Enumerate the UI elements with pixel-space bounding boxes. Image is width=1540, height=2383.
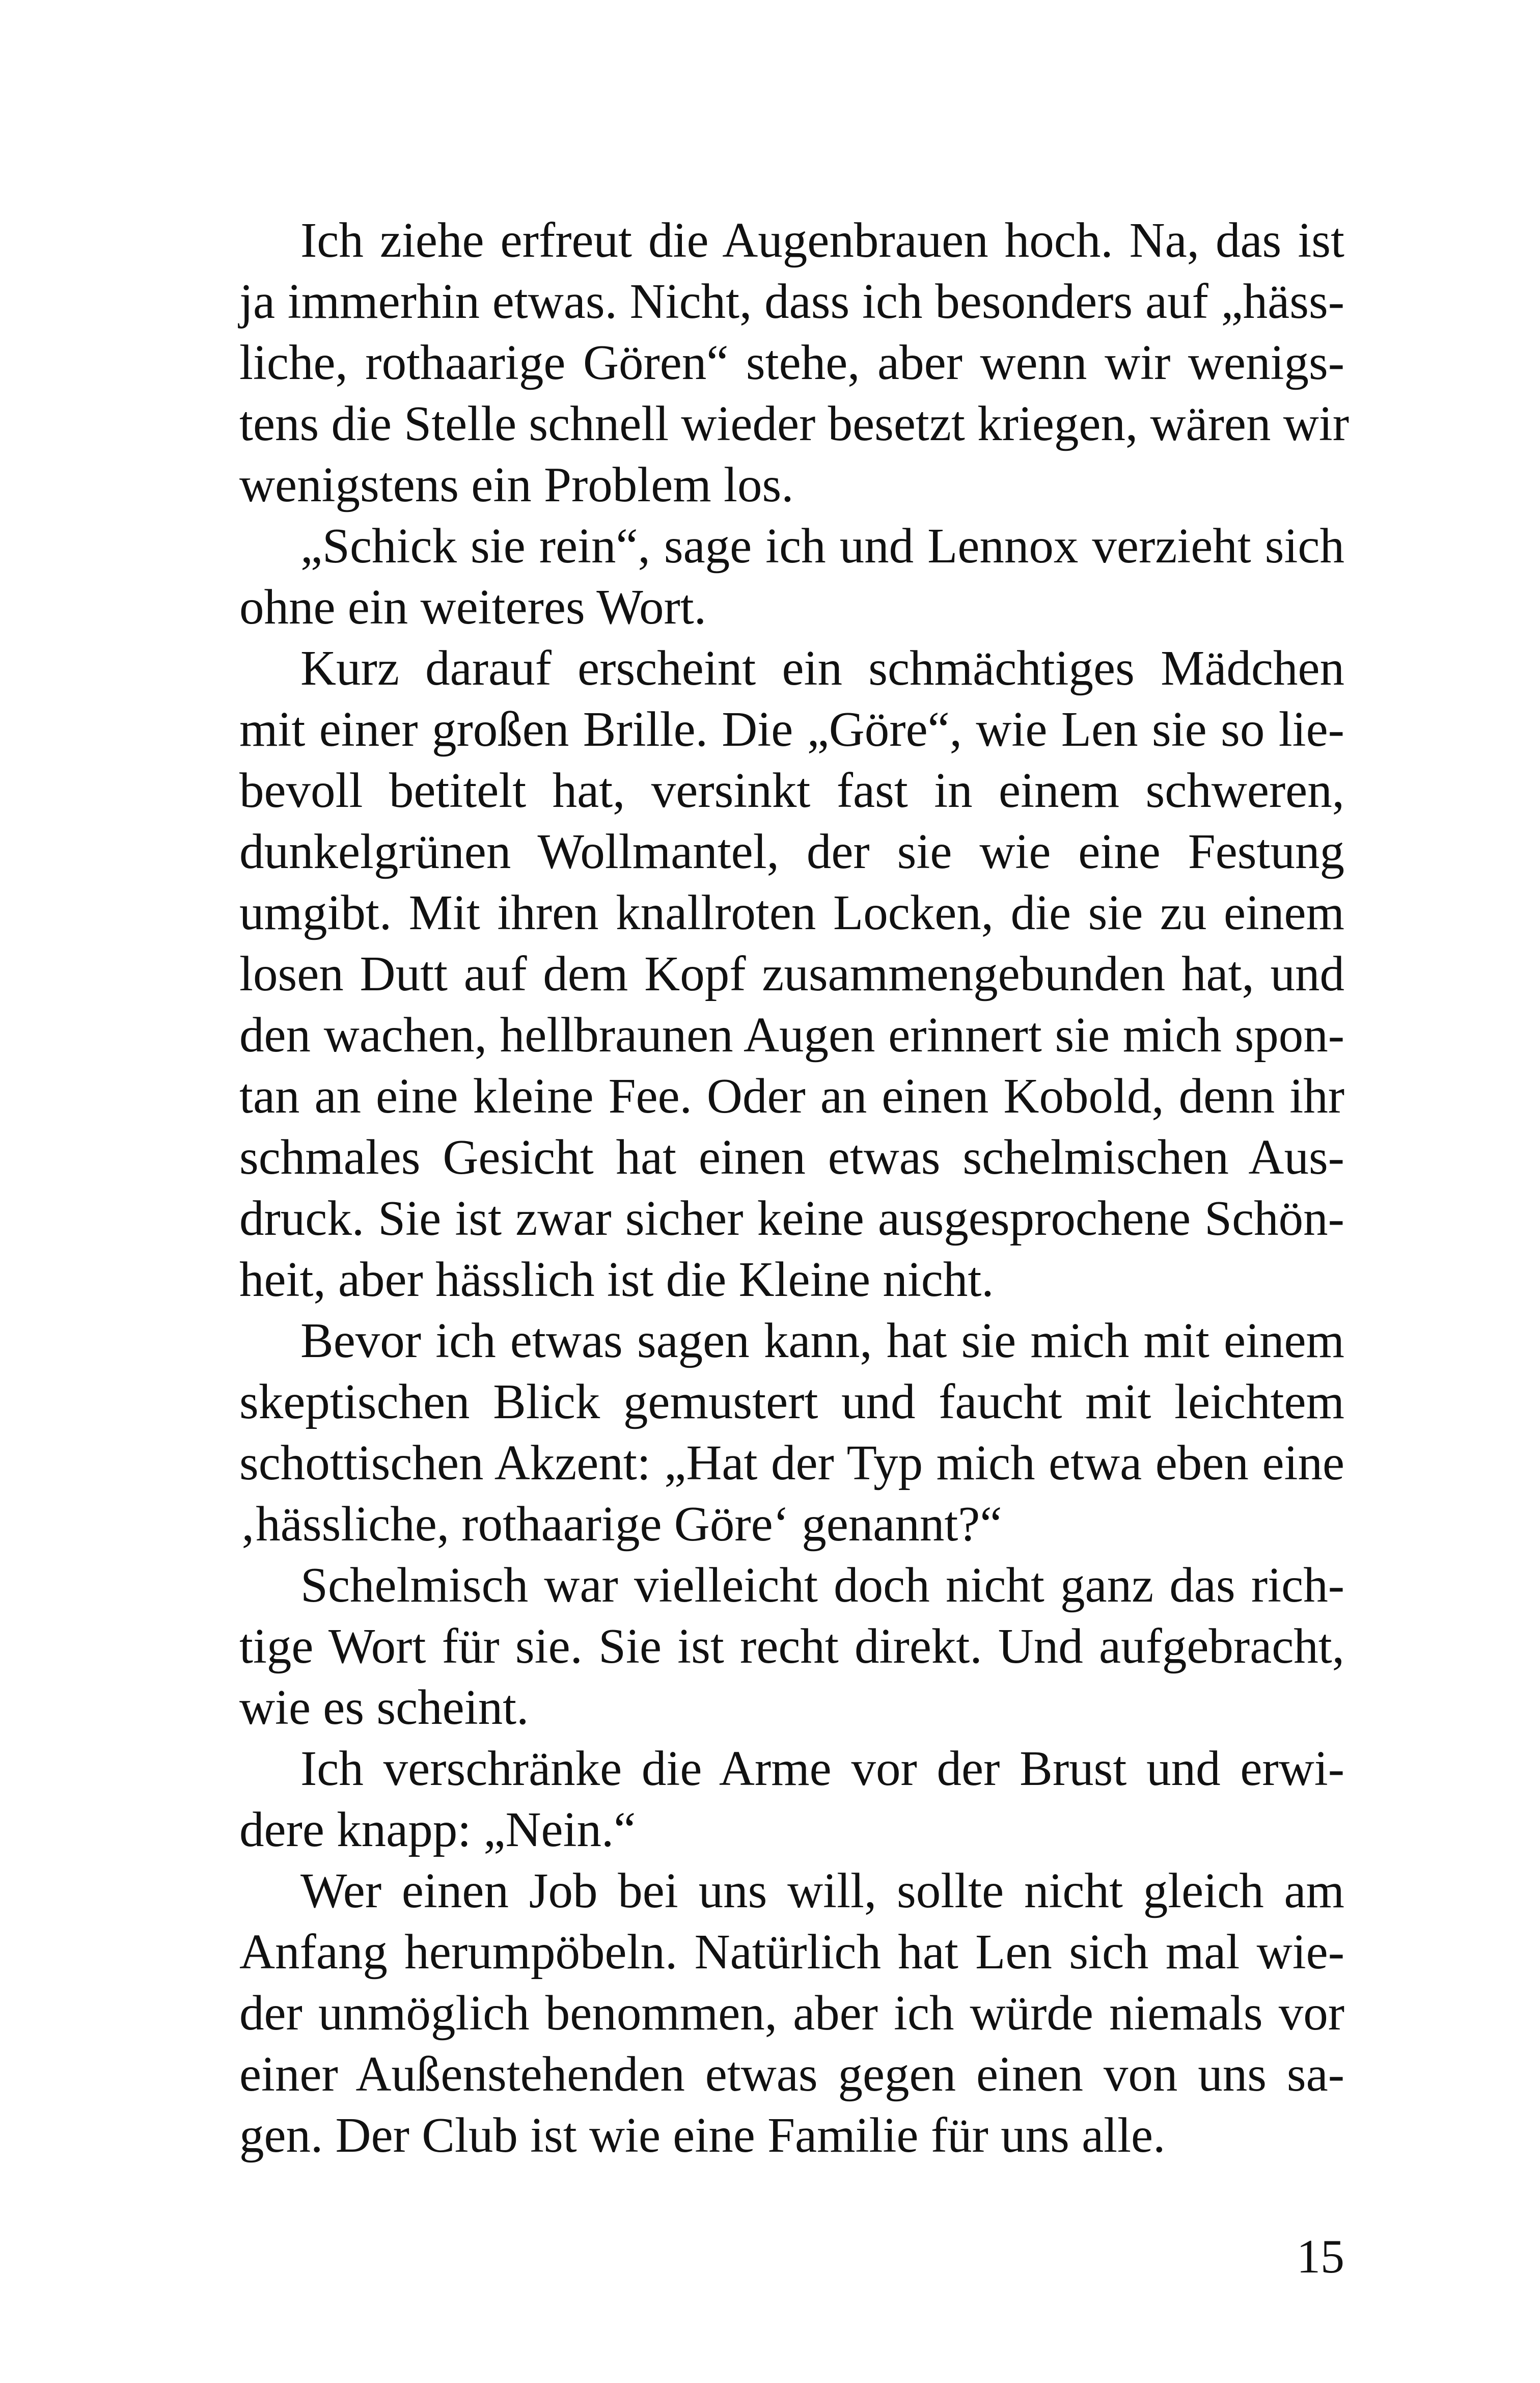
body-text (239, 210, 1349, 2166)
paragraph-3-line-11: heit, aber hässlich ist die Kleine nicht. (239, 1252, 994, 1307)
paragraph-6-line-1: Ich verschränke die Arme vor der Brust und erwi- (300, 1741, 1344, 1796)
paragraph-1-line-3: liche, rothaarige Gören“ stehe, aber wenn wir wenigs- (239, 335, 1344, 390)
paragraph-7-line-5: gen. Der Club ist wie eine Familie für uns alle. (239, 2108, 1166, 2162)
paragraph-3-line-5: umgibt. Mit ihren knallroten Locken, die sie zu einem (239, 885, 1344, 940)
paragraph-3-line-10: druck. Sie ist zwar sicher keine ausgesprochene Schön- (239, 1191, 1344, 1245)
paragraph-3-line-8: tan an eine kleine Fee. Oder an einen Kobold, denn ihr (239, 1069, 1344, 1123)
paragraph-5-line-2: tige Wort für sie. Sie ist recht direkt. Und aufgebracht, (239, 1619, 1344, 1673)
paragraph-7-line-2: Anfang herumpöbeln. Natürlich hat Len sich mal wie- (239, 1925, 1344, 1979)
paragraph-2-line-2: ohne ein weiteres Wort. (239, 580, 707, 634)
paragraph-4-line-2: skeptischen Blick gemustert und faucht mit leichtem (239, 1374, 1344, 1429)
paragraph-6-line-2: dere knapp: „Nein.“ (239, 1802, 636, 1857)
paragraph-2-line-1: „Schick sie rein“, sage ich und Lennox verzieht sich (300, 519, 1344, 573)
paragraph-4-line-1: Bevor ich etwas sagen kann, hat sie mich mit einem (300, 1313, 1344, 1368)
paragraph-3-line-7: den wachen, hellbraunen Augen erinnert sie mich spon- (239, 1008, 1344, 1062)
paragraph-3-line-6: losen Dutt auf dem Kopf zusammengebunden hat, und (239, 946, 1344, 1001)
paragraph-4-line-3: schottischen Akzent: „Hat der Typ mich etwa eben eine (239, 1436, 1344, 1490)
paragraph-7-line-3: der unmöglich benommen, aber ich würde niemals vor (239, 1986, 1344, 2040)
paragraph-1-line-1: Ich ziehe erfreut die Augenbrauen hoch. Na, das ist (300, 213, 1344, 267)
paragraph-3-line-4: dunkelgrünen Wollmantel, der sie wie eine Festung (239, 824, 1344, 879)
paragraph-3-line-2: mit einer großen Brille. Die „Göre“, wie Len sie so lie- (239, 702, 1344, 756)
paragraph-1-line-4: tens die Stelle schnell wieder besetzt kriegen, wären wir (239, 396, 1349, 451)
paragraph-3-line-9: schmales Gesicht hat einen etwas schelmischen Aus- (239, 1130, 1344, 1184)
paragraph-5-line-3: wie es scheint. (239, 1680, 529, 1735)
page-number: 15 (1297, 2230, 1344, 2283)
paragraph-7-line-1: Wer einen Job bei uns will, sollte nicht gleich am (300, 1863, 1344, 1918)
paragraph-5-line-1: Schelmisch war vielleicht doch nicht ganz das rich- (300, 1558, 1344, 1612)
paragraph-7-line-4: einer Außenstehenden etwas gegen einen von uns sa- (239, 2047, 1344, 2101)
paragraph-3-line-1: Kurz darauf erscheint ein schmächtiges Mädchen (300, 641, 1344, 695)
paragraph-1-line-2: ja immerhin etwas. Nicht, dass ich besonders auf „häss- (239, 274, 1344, 329)
paragraph-1-line-5: wenigstens ein Problem los. (239, 457, 794, 512)
paragraph-4-line-4: ‚hässliche, rothaarige Göre‘ genannt?“ (239, 1497, 1002, 1551)
paragraph-3-line-3: bevoll betitelt hat, versinkt fast in einem schweren, (239, 763, 1344, 818)
